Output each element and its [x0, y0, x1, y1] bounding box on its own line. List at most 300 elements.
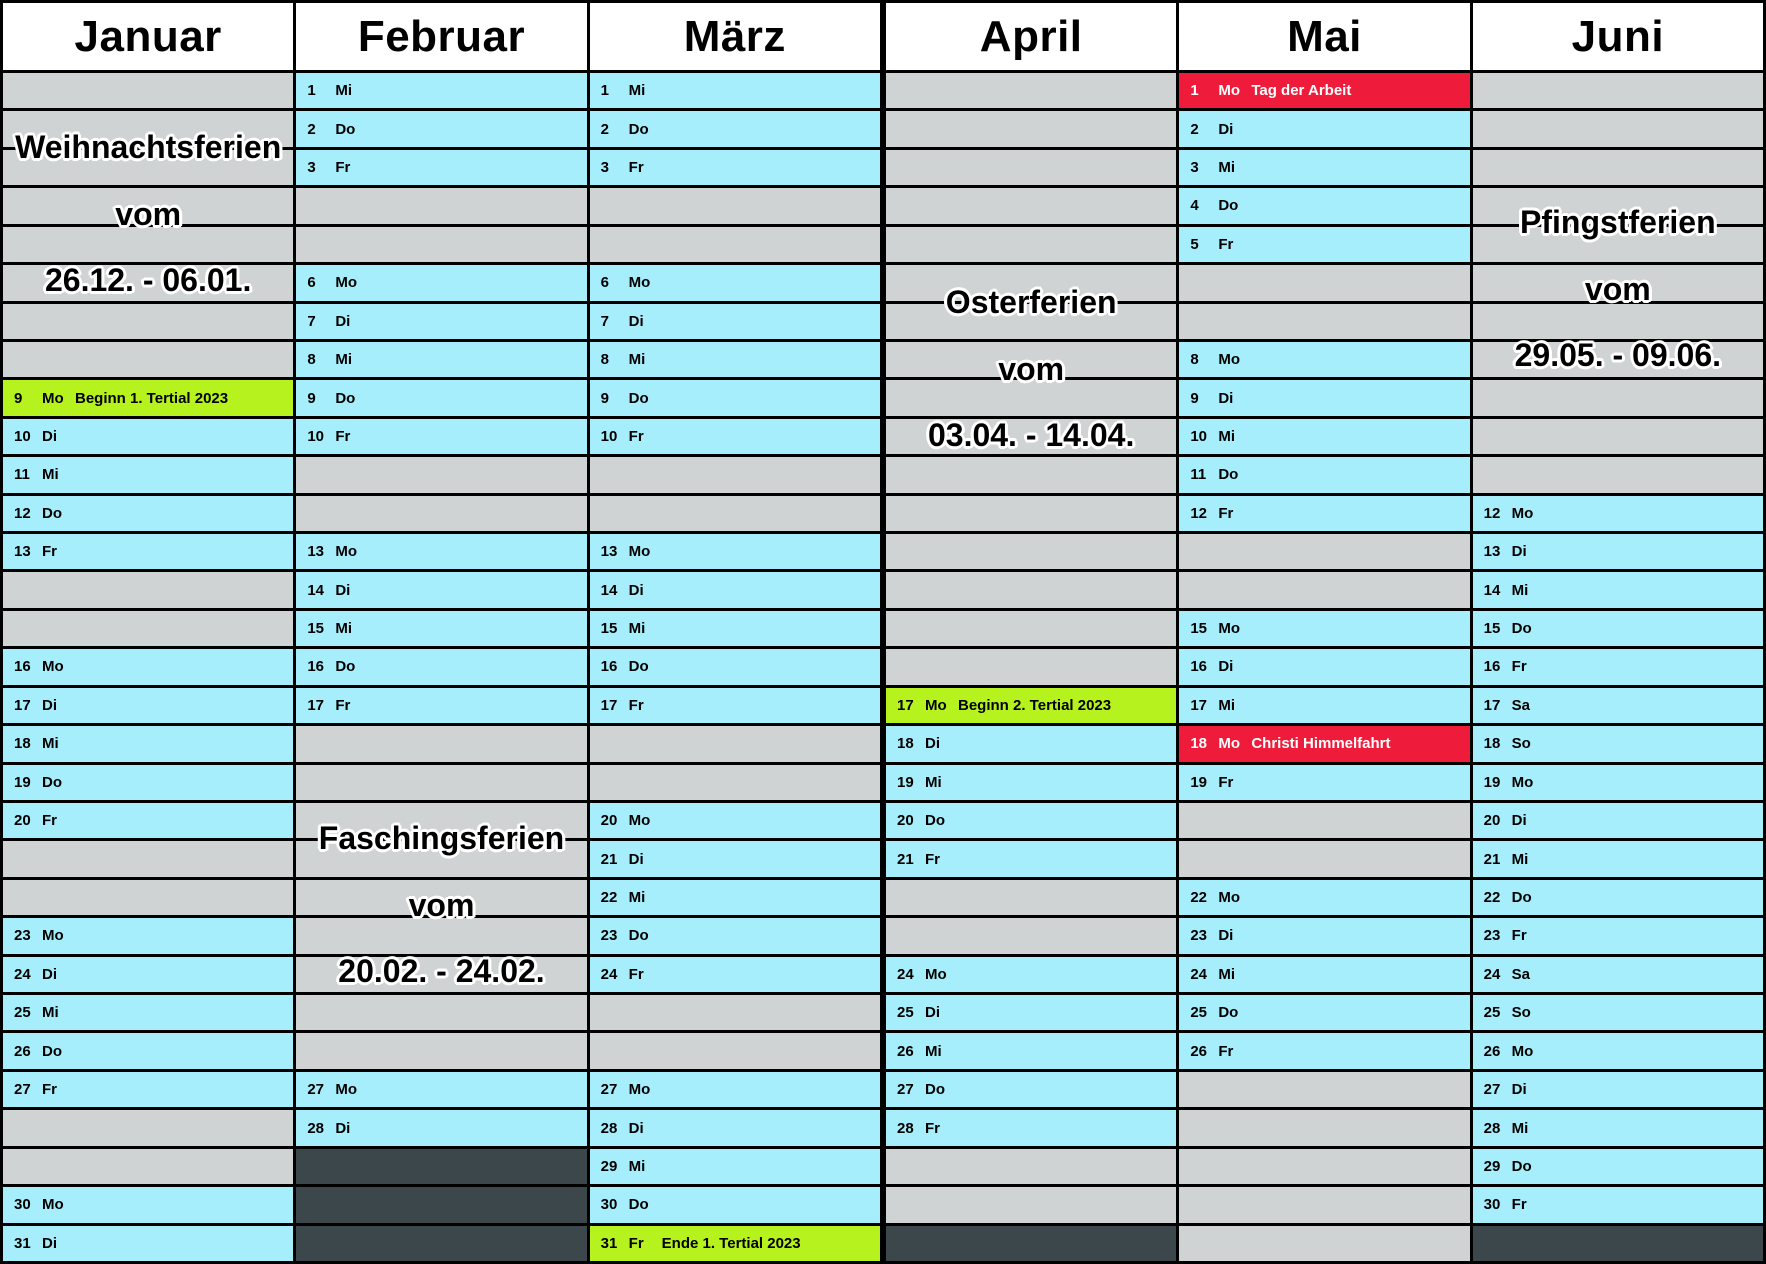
day-number: 30	[14, 1196, 31, 1214]
free-day-cell	[886, 1187, 1176, 1222]
weekday-label: Fr	[628, 427, 644, 445]
day-number: 25	[14, 1004, 31, 1022]
workday-cell	[590, 304, 880, 339]
weekday-label: Di	[1218, 389, 1234, 407]
day-number: 24	[1190, 965, 1208, 983]
workday-cell	[886, 726, 1176, 761]
workday-cell	[1473, 688, 1763, 723]
month-column-januar	[3, 3, 293, 1261]
workday-cell	[1473, 534, 1763, 569]
workday-cell	[1473, 803, 1763, 838]
day-number: 28	[600, 1119, 618, 1137]
workday-cell	[1473, 496, 1763, 531]
free-day-cell	[1473, 188, 1763, 223]
day-number: 6	[307, 274, 316, 292]
day-number: 19	[897, 773, 914, 791]
weekday-label: Fr	[1218, 235, 1234, 253]
weekday-label: Mi	[628, 1157, 646, 1175]
weekday-label: Mi	[628, 889, 646, 906]
day-number: 27	[1483, 1081, 1501, 1099]
vacation-title: Weihnachtsferien	[15, 129, 282, 165]
day-number: 24	[897, 965, 914, 983]
vacation-title: Pfingstferien	[1520, 204, 1716, 240]
workday-cell	[1179, 880, 1469, 915]
weekday-label: Do	[1511, 1157, 1532, 1175]
weekday-label: Mo	[628, 1081, 651, 1099]
weekday-label: Di	[628, 850, 644, 868]
workday-cell	[1473, 1110, 1763, 1145]
free-day-cell	[296, 765, 586, 800]
free-day-cell	[1473, 419, 1763, 454]
weekday-label: Do	[42, 1042, 62, 1060]
weekday-label: Fr	[42, 1081, 57, 1099]
weekday-label: Di	[335, 581, 351, 599]
day-number: 28	[897, 1119, 914, 1137]
workday-cell	[1179, 688, 1469, 723]
workday-cell	[1473, 1187, 1763, 1222]
free-day-cell	[3, 188, 293, 223]
free-day-cell	[886, 419, 1176, 454]
day-number: 10	[600, 427, 618, 445]
month-column-februar	[296, 3, 586, 1261]
workday-cell	[3, 918, 293, 953]
weekday-label: Di	[1218, 120, 1234, 138]
workday-cell	[886, 765, 1176, 800]
workday-cell	[1179, 611, 1469, 646]
day-number: 21	[1483, 850, 1501, 868]
weekday-label: Fr	[335, 427, 351, 445]
workday-cell	[296, 688, 586, 723]
weekday-label: Mi	[42, 466, 59, 484]
weekday-label: Do	[925, 812, 945, 830]
free-day-cell	[1179, 265, 1469, 300]
day-number: 23	[1190, 927, 1208, 945]
free-day-cell	[1179, 1149, 1469, 1184]
weekday-label: Mi	[628, 82, 646, 100]
vacation-from-label: vom	[408, 886, 475, 923]
weekday-label: Mo	[42, 658, 64, 676]
weekday-label: Do	[628, 927, 649, 945]
workday-cell	[1179, 380, 1469, 415]
free-day-cell	[3, 227, 293, 262]
day-number: 26	[14, 1042, 31, 1060]
workday-cell	[590, 150, 880, 185]
month-header: Juni	[1473, 3, 1763, 70]
workday-cell	[590, 380, 880, 415]
weekday-label: Do	[1218, 197, 1239, 215]
workday-cell	[3, 1187, 293, 1222]
free-day-cell	[1179, 841, 1469, 876]
free-day-cell	[590, 1033, 880, 1068]
weekday-label: Mi	[42, 735, 59, 753]
weekday-label: Fr	[1511, 658, 1527, 676]
free-day-cell	[886, 227, 1176, 262]
weekday-label: Do	[1218, 1004, 1239, 1022]
weekday-label: Mi	[1218, 965, 1235, 983]
day-number: 16	[14, 658, 31, 676]
workday-cell	[1473, 726, 1763, 761]
month-header: April	[886, 3, 1176, 70]
month-column-maerz	[590, 3, 880, 1261]
workday-cell	[590, 419, 880, 454]
day-number: 17	[897, 696, 914, 714]
day-number: 27	[600, 1081, 618, 1099]
workday-cell	[590, 841, 880, 876]
day-number: 23	[1483, 927, 1501, 945]
free-day-cell	[1179, 1072, 1469, 1107]
weekday-label: Mi	[335, 82, 352, 100]
day-number: 13	[307, 543, 325, 561]
free-day-cell	[1473, 304, 1763, 339]
month-column-mai	[1179, 3, 1469, 1261]
workday-cell	[590, 1072, 880, 1107]
day-number: 28	[307, 1119, 325, 1137]
day-number: 19	[1483, 773, 1501, 791]
workday-cell	[590, 1149, 880, 1184]
weekday-label: Mo	[1511, 1042, 1534, 1060]
weekday-label: Di	[628, 312, 644, 330]
workday-cell	[3, 803, 293, 838]
workday-cell	[886, 1033, 1176, 1068]
workday-cell	[1179, 188, 1469, 223]
day-number: 10	[14, 427, 31, 445]
weekday-label: Di	[1511, 1081, 1527, 1099]
weekday-label: Fr	[1218, 504, 1234, 522]
weekday-label: Mo	[628, 812, 651, 830]
workday-cell	[1473, 1149, 1763, 1184]
workday-cell	[296, 150, 586, 185]
day-number: 20	[897, 812, 914, 830]
free-day-cell	[296, 726, 586, 761]
free-day-cell	[1473, 457, 1763, 492]
free-day-cell	[296, 227, 586, 262]
workday-cell	[3, 995, 293, 1030]
day-number: 11	[1190, 466, 1207, 484]
free-day-cell	[886, 265, 1176, 300]
day-note: Tag der Arbeit	[1251, 82, 1352, 100]
weekday-label: Do	[628, 658, 649, 676]
weekday-label: Fr	[1511, 1196, 1527, 1214]
weekday-label: Di	[1511, 812, 1527, 830]
day-number: 17	[307, 696, 325, 714]
day-number: 10	[307, 427, 325, 445]
workday-cell	[296, 342, 586, 377]
day-number: 17	[1483, 696, 1501, 714]
day-number: 21	[897, 850, 914, 868]
free-day-cell	[886, 611, 1176, 646]
weekday-label: Mo	[42, 1196, 64, 1214]
weekday-label: Do	[335, 389, 356, 407]
free-day-cell	[1473, 73, 1763, 108]
workday-cell	[1473, 918, 1763, 953]
workday-cell	[3, 534, 293, 569]
weekday-label: Do	[1511, 620, 1532, 638]
weekday-label: Sa	[1511, 965, 1531, 983]
weekday-label: Mo	[1511, 773, 1534, 791]
public-holiday-cell	[1179, 73, 1469, 108]
day-number: 24	[600, 965, 618, 983]
day-number: 2	[307, 120, 316, 138]
weekday-label: Di	[628, 1119, 644, 1137]
free-day-cell	[296, 188, 586, 223]
day-number: 18	[14, 735, 31, 753]
day-number: 22	[1190, 889, 1208, 906]
free-day-cell	[590, 995, 880, 1030]
calendar-second-quarter	[883, 0, 1766, 1264]
weekday-label: Fr	[335, 159, 351, 177]
free-day-cell	[590, 188, 880, 223]
tertial-marker-cell	[886, 688, 1176, 723]
weekday-label: Fr	[628, 159, 644, 177]
free-day-cell	[3, 73, 293, 108]
weekday-label: Do	[42, 773, 62, 791]
no-date-cell	[296, 1226, 586, 1261]
weekday-label: Do	[628, 389, 649, 407]
workday-cell	[296, 534, 586, 569]
month-header: März	[590, 3, 880, 70]
weekday-label: Fr	[1218, 773, 1234, 791]
weekday-label: Mo	[42, 927, 64, 945]
weekday-label: Fr	[1511, 927, 1527, 945]
workday-cell	[296, 649, 586, 684]
workday-cell	[886, 995, 1176, 1030]
day-number: 16	[1483, 658, 1501, 676]
weekday-label: Fr	[925, 850, 940, 868]
free-day-cell	[1179, 803, 1469, 838]
month-header: Januar	[3, 3, 293, 70]
day-number: 16	[600, 658, 618, 676]
free-day-cell	[3, 304, 293, 339]
weekday-label: Mi	[925, 773, 942, 791]
public-holiday-cell	[1179, 726, 1469, 761]
day-number: 22	[600, 889, 618, 906]
weekday-label: Do	[628, 120, 649, 138]
free-day-cell	[1179, 1226, 1469, 1261]
day-number: 15	[1483, 620, 1501, 638]
free-day-cell	[886, 918, 1176, 953]
workday-cell	[296, 73, 586, 108]
workday-cell	[1473, 611, 1763, 646]
day-number: 13	[600, 543, 618, 561]
weekday-label: Fr	[42, 812, 57, 830]
free-day-cell	[886, 111, 1176, 146]
day-number: 18	[1190, 735, 1208, 753]
weekday-label: Do	[628, 1196, 649, 1214]
weekday-label: Mo	[1218, 889, 1240, 906]
day-number: 30	[600, 1196, 618, 1214]
workday-cell	[1473, 1033, 1763, 1068]
vacation-range: 20.02. - 24.02.	[338, 953, 545, 989]
free-day-cell	[3, 111, 293, 146]
free-day-cell	[886, 649, 1176, 684]
free-day-cell	[886, 73, 1176, 108]
weekday-label: Do	[335, 658, 356, 676]
weekday-label: Di	[1218, 927, 1234, 945]
workday-cell	[1473, 841, 1763, 876]
free-day-cell	[590, 496, 880, 531]
day-number: 14	[307, 581, 325, 599]
vacation-from-label: vom	[1584, 270, 1651, 307]
free-day-cell	[1179, 1187, 1469, 1222]
workday-cell	[590, 111, 880, 146]
day-number: 3	[600, 159, 609, 177]
day-number: 19	[1190, 773, 1208, 791]
day-number: 25	[1190, 1004, 1208, 1022]
free-day-cell	[296, 995, 586, 1030]
day-number: 3	[1190, 159, 1199, 177]
day-number: 1	[1190, 82, 1199, 100]
day-note: Christi Himmelfahrt	[1251, 735, 1391, 753]
weekday-label: Di	[925, 735, 940, 753]
weekday-label: Di	[42, 965, 57, 983]
free-day-cell	[296, 803, 586, 838]
weekday-label: Fr	[925, 1119, 940, 1137]
free-day-cell	[1179, 1110, 1469, 1145]
free-day-cell	[886, 572, 1176, 607]
day-number: 23	[14, 927, 31, 945]
weekday-label: Mo	[925, 965, 947, 983]
day-number: 17	[14, 696, 31, 714]
free-day-cell	[296, 880, 586, 915]
day-number: 13	[1483, 543, 1501, 561]
day-number: 19	[14, 773, 31, 791]
workday-cell	[1179, 111, 1469, 146]
day-number: 10	[1190, 427, 1208, 445]
day-number: 15	[600, 620, 618, 638]
free-day-cell	[3, 572, 293, 607]
day-number: 26	[1190, 1042, 1208, 1060]
day-note: Beginn 1. Tertial 2023	[75, 389, 229, 407]
free-day-cell	[3, 611, 293, 646]
day-number: 25	[897, 1004, 914, 1022]
free-day-cell	[886, 188, 1176, 223]
weekday-label: Mo	[335, 543, 357, 561]
day-number: 18	[897, 735, 914, 753]
free-day-cell	[1473, 150, 1763, 185]
weekday-label: Mo	[1218, 735, 1240, 753]
day-number: 24	[1483, 965, 1501, 983]
day-number: 28	[1483, 1119, 1501, 1137]
free-day-cell	[886, 342, 1176, 377]
weekday-label: Fr	[628, 965, 644, 983]
free-day-cell	[590, 227, 880, 262]
free-day-cell	[3, 1110, 293, 1145]
weekday-label: Fr	[628, 1234, 644, 1252]
weekday-label: Do	[925, 1081, 945, 1099]
weekday-label: Mi	[1218, 427, 1235, 445]
day-number: 21	[600, 850, 618, 868]
day-number: 9	[14, 389, 23, 407]
weekday-label: Do	[1218, 466, 1239, 484]
weekday-label: So	[1511, 1004, 1531, 1022]
day-number: 17	[600, 696, 618, 714]
vacation-range: 03.04. - 14.04.	[927, 417, 1135, 453]
day-number: 30	[1483, 1196, 1501, 1214]
workday-cell	[296, 572, 586, 607]
weekday-label: Mi	[42, 1004, 59, 1022]
workday-cell	[3, 419, 293, 454]
workday-cell	[3, 765, 293, 800]
workday-cell	[590, 1110, 880, 1145]
weekday-label: So	[1511, 735, 1531, 753]
free-day-cell	[886, 496, 1176, 531]
day-number: 27	[307, 1081, 325, 1099]
month-column-juni	[1473, 3, 1763, 1261]
weekday-label: Mi	[335, 351, 352, 369]
free-day-cell	[590, 765, 880, 800]
day-number: 20	[14, 812, 31, 830]
day-number: 26	[1483, 1042, 1501, 1060]
weekday-label: Di	[335, 1119, 351, 1137]
day-number: 27	[14, 1081, 31, 1099]
day-number: 18	[1483, 735, 1501, 753]
day-number: 4	[1190, 197, 1199, 215]
workday-cell	[590, 572, 880, 607]
workday-cell	[1473, 765, 1763, 800]
weekday-label: Mo	[1218, 620, 1240, 638]
workday-cell	[296, 265, 586, 300]
tertial-marker-cell	[590, 1226, 880, 1261]
month-header: Mai	[1179, 3, 1469, 70]
weekday-label: Do	[1511, 889, 1532, 906]
free-day-cell	[590, 726, 880, 761]
month-column-april	[886, 3, 1176, 1261]
workday-cell	[590, 265, 880, 300]
day-number: 22	[1483, 889, 1501, 906]
day-number: 2	[600, 120, 609, 138]
workday-cell	[1179, 496, 1469, 531]
free-day-cell	[886, 457, 1176, 492]
weekday-label: Di	[1218, 658, 1234, 676]
weekday-label: Sa	[1511, 696, 1531, 714]
free-day-cell	[886, 534, 1176, 569]
workday-cell	[1179, 1033, 1469, 1068]
free-day-cell	[886, 304, 1176, 339]
workday-cell	[886, 957, 1176, 992]
day-number: 20	[1483, 812, 1501, 830]
day-number: 12	[14, 504, 31, 522]
day-number: 11	[14, 466, 30, 484]
day-number: 29	[600, 1157, 618, 1175]
day-number: 7	[600, 312, 609, 330]
free-day-cell	[296, 1033, 586, 1068]
free-day-cell	[3, 150, 293, 185]
free-day-cell	[886, 380, 1176, 415]
free-day-cell	[296, 918, 586, 953]
workday-cell	[3, 1033, 293, 1068]
day-number: 13	[14, 543, 31, 561]
day-number: 16	[307, 658, 325, 676]
workday-cell	[590, 611, 880, 646]
free-day-cell	[1473, 111, 1763, 146]
weekday-label: Mo	[1218, 82, 1240, 100]
day-number: 3	[307, 159, 316, 177]
day-number: 31	[600, 1234, 618, 1252]
workday-cell	[1473, 880, 1763, 915]
weekday-label: Di	[628, 581, 644, 599]
weekday-label: Mi	[628, 620, 646, 638]
free-day-cell	[3, 880, 293, 915]
day-number: 25	[1483, 1004, 1501, 1022]
workday-cell	[296, 304, 586, 339]
day-note: Ende 1. Tertial 2023	[661, 1234, 801, 1252]
weekday-label: Mo	[335, 274, 357, 292]
workday-cell	[296, 380, 586, 415]
workday-cell	[1179, 957, 1469, 992]
free-day-cell	[3, 1149, 293, 1184]
day-number: 6	[600, 274, 609, 292]
day-number: 26	[897, 1042, 914, 1060]
